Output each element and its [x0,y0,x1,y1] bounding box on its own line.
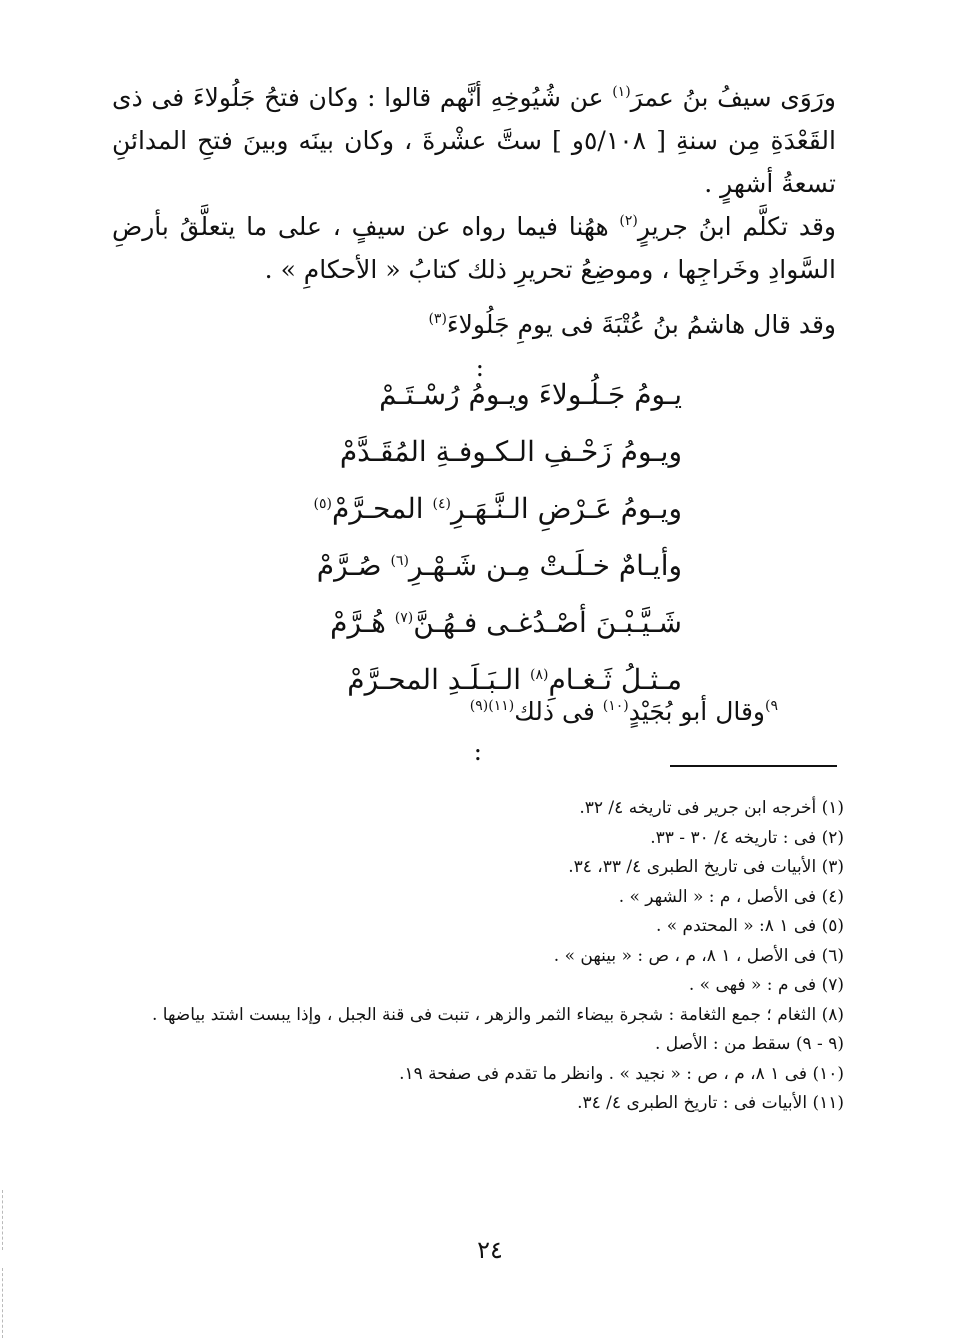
footnote: (٦) فى الأصل ، ١ ٨، م ، ص : « بينهن » . [553,945,844,966]
paragraph-2-text-a: وقد تكلَّم ابنُ جريرٍ [637,212,836,241]
footnote: (٤) فى الأصل ، م : « الشهر » . [618,886,844,907]
footnote-marker-6: (٦) [390,553,409,569]
footnote: (١) أخرجه ابن جرير فى تاريخه ٤/ ٣٢. [579,798,844,818]
poem [313,366,682,708]
paragraph-1-text-a: ورَوَى سيفُ بنُ عمرَ [630,83,836,112]
footnote: (١١) الأبيات فى : تاريخ الطبرى ٤/ ٣٤. [577,1093,844,1113]
footnote-marker-4: (٤) [432,496,451,512]
poem-line-text: يـومُ جَـلُـولاءَ ويـومُ رُسْـتَـمْ [379,378,682,411]
closing-colon: : [473,737,482,766]
paragraph-3 [112,303,836,346]
footnote-marker-11: (١١)(٩) [469,698,515,714]
scan-edge-mark [2,1268,3,1338]
poem-line-text-b: الـبَـلَـدِ المحـرَّمْ [347,663,530,696]
closing-text-a: وقال أبو بُجَيْدٍ [628,697,765,726]
paragraph-2-text-b: ههُنا فيما رواه عن سيفٍ ، على ما يتعلَّقُ بأرضِ السَّوادِ وخَراجِها ، وموضِعُ تحريرِ ذلك كتابُ « الأحكامِ » . [112,212,836,284]
footnote-marker-10: (١٠) [602,698,629,714]
footnote-separator [670,765,837,767]
poem-line-text: ويـومُ زَحْـفِ الـكـوفـةِ المُقَـدَّمْ [339,435,682,468]
footnote-marker-8: (٨) [529,667,549,683]
footnote-marker-9-open: ٩) [765,698,778,714]
closing-text [440,692,778,732]
footnote: (١٠) فى ١ ٨، م ، ص : « نجيد » . وانظر ما تقدم فى صفحة ١٩. [399,1063,844,1084]
paragraph-3-colon: : [475,353,484,382]
footnote: (٥) فى ١ ٨: « المحتدم » . [655,916,844,936]
footnote: (٢) فى : تاريخه ٤/ ٣٠ - ٣٣. [650,827,844,848]
closing-line [440,692,778,772]
poem-line-text: مـثـلُ ثَـغـامِ [548,663,682,696]
footnote-marker-7: (٧) [394,610,414,626]
poem-line [322,594,682,651]
footnote: (٩ - ٩) سقط من : الأصل . [654,1034,844,1054]
poem-line [322,366,682,423]
paragraph-3-text: وقد قال هاشمُ بنُ عُتْبَةَ فى يومِ جَلُولاءَ [446,310,836,339]
poem-line-text-b: صُـرَّمْ [316,549,391,582]
footnote: (٣) الأبيات فى تاريخ الطبرى ٤/ ٣٣، ٣٤. [568,857,844,877]
poem-line-text-b: هُـرَّمْ [330,606,395,639]
poem-line [322,423,682,480]
footnote-marker-5: (٥) [313,496,332,512]
poem-line-text-b: المحـرَّمْ [332,492,433,525]
footnote: (٧) فى م : « فهى » . [688,975,844,995]
poem-line-text: شَـيَّـبْـنَ أصْـدُغـى فـهُـنَّ [413,606,682,639]
closing-text-b: فى ذلك [514,697,603,726]
footnotes [120,794,844,1119]
poem-line [313,480,682,537]
main-text [112,76,836,389]
paragraph-2 [112,205,836,291]
footnote-marker-1: (١) [612,84,631,100]
paragraph-1 [112,76,836,205]
paragraph-1-text-b: عن شُيُوخِهِ أنَّهم قالوا : وكان فتحُ جَلُولاءَ فى ذى القَعْدَةِ مِن سنةِ [ ٥/١٠٨و ] ستَّ عشْرةَ ، وكان بينَه وبينَ فتحِ المدائنِ تسعةُ أشهرٍ . [112,83,837,198]
scan-edge-mark [2,1190,3,1250]
poem-line [316,537,682,594]
footnote-marker-3: (٣) [428,311,447,327]
poem-line-text: ويـومُ عَـرْضِ الـنَّـهَـرِ [450,492,682,525]
footnote-marker-2: (٢) [619,213,638,229]
footnote: (٨) الثغام ؛ جمع الثغامة : شجرة بيضاء الثمر والزهر ، تنبت فى قنة الجبل ، وإذا يبست اشتد بياضها . [151,1004,844,1025]
poem-line-text: وأيـامٌ خـلَـتْ مِـن شَـهْـرِ [408,549,682,582]
page-number: ٢٤ [477,1236,503,1264]
